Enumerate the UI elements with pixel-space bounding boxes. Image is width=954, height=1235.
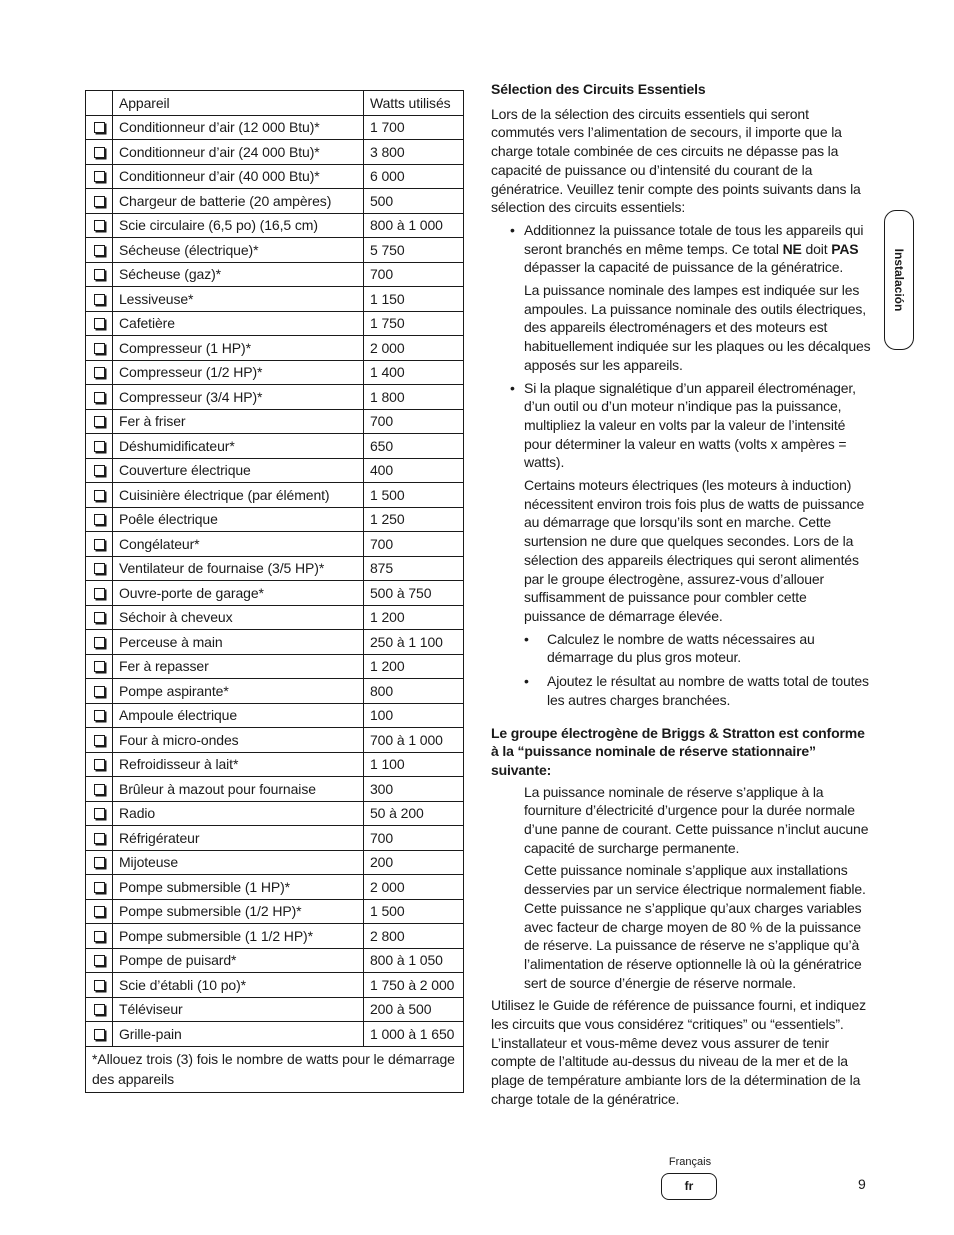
- checkbox-cell: [86, 899, 113, 924]
- appliance-cell: Sécheuse (électrique)*: [113, 238, 364, 263]
- table-row: [86, 924, 464, 949]
- bullet-dot-icon: •: [524, 673, 529, 690]
- checkbox-icon: [94, 1004, 105, 1015]
- watts-cell: 700: [364, 532, 464, 557]
- checkbox-cell: [86, 850, 113, 875]
- bullet2-text: Si la plaque signalétique d’un appareil électroménager, d’un outil ou d’un moteur n’indique pas la puissance, multipliez la valeur en volts par la valeur de l’intensité pour déterminer la valeur en watts (volts x ampères = watts).: [524, 379, 856, 471]
- checkbox-cell: [86, 630, 113, 655]
- watts-cell: 1 200: [364, 605, 464, 630]
- table-row: [86, 262, 464, 287]
- appliance-cell: Compresseur (1/2 HP)*: [113, 360, 364, 385]
- watts-cell: 1 700: [364, 115, 464, 140]
- table-row: [86, 679, 464, 704]
- watts-cell: 1 500: [364, 899, 464, 924]
- appliance-cell: Ouvre-porte de garage*: [113, 581, 364, 606]
- appliance-cell: Compresseur (1 HP)*: [113, 336, 364, 361]
- bullet1-text-after: dépasser la capacité de puissance de la génératrice.: [524, 259, 844, 276]
- section-heading: Sélection des Circuits Essentiels: [491, 81, 706, 97]
- watts-cell: 2 800: [364, 924, 464, 949]
- appliance-cell: Sécheuse (gaz)*: [113, 262, 364, 287]
- table-row: [86, 336, 464, 361]
- table-row: [86, 826, 464, 851]
- checkbox-icon: [94, 710, 105, 721]
- checkbox-icon: [94, 318, 105, 329]
- checkbox-icon: [94, 955, 105, 966]
- page-number: 9: [858, 1176, 866, 1192]
- checkbox-cell: [86, 262, 113, 287]
- watts-cell: 875: [364, 556, 464, 581]
- header-watts: Watts utilisés: [364, 91, 464, 116]
- checkbox-cell: [86, 997, 113, 1022]
- checkbox-icon: [94, 392, 105, 403]
- checkbox-icon: [94, 245, 105, 256]
- table-row: [86, 850, 464, 875]
- table-row: [86, 728, 464, 753]
- checkbox-cell: [86, 973, 113, 998]
- table-header-row: [86, 91, 464, 116]
- watts-cell: 650: [364, 434, 464, 459]
- checkbox-icon: [94, 931, 105, 942]
- appliance-cell: Pompe submersible (1 HP)*: [113, 875, 364, 900]
- checkbox-icon: [94, 882, 105, 893]
- checkbox-cell: [86, 924, 113, 949]
- appliance-cell: Téléviseur: [113, 997, 364, 1022]
- watts-cell: 700 à 1 000: [364, 728, 464, 753]
- watts-cell: 1 500: [364, 483, 464, 508]
- appliance-cell: Déshumidificateur*: [113, 434, 364, 459]
- checkbox-cell: [86, 409, 113, 434]
- table-row: [86, 630, 464, 655]
- table-row: [86, 213, 464, 238]
- checkbox-icon: [94, 833, 105, 844]
- checkbox-icon: [94, 441, 105, 452]
- checkbox-cell: [86, 556, 113, 581]
- watts-cell: 50 à 200: [364, 801, 464, 826]
- table-row: [86, 948, 464, 973]
- table-row: [86, 458, 464, 483]
- appliance-cell: Lessiveuse*: [113, 287, 364, 312]
- checkbox-cell: [86, 385, 113, 410]
- appliance-cell: Fer à friser: [113, 409, 364, 434]
- table-row: [86, 973, 464, 998]
- appliance-cell: Brûleur à mazout pour fournaise: [113, 777, 364, 802]
- section-side-tab: [884, 210, 914, 350]
- checkbox-cell: [86, 777, 113, 802]
- bullet-total-power: [491, 221, 871, 277]
- checkbox-icon: [94, 563, 105, 574]
- table-row: [86, 360, 464, 385]
- bullet-dot-icon: •: [510, 379, 515, 396]
- checkbox-cell: [86, 703, 113, 728]
- appliance-cell: Perceuse à main: [113, 630, 364, 655]
- bullet1-text-before: Additionnez la puissance totale de tous les appareils qui seront branchés en même temps. Ce total: [524, 221, 864, 257]
- watts-cell: 1 200: [364, 654, 464, 679]
- checkbox-icon: [94, 759, 105, 770]
- watts-cell: 2 000: [364, 336, 464, 361]
- watts-cell: 700: [364, 826, 464, 851]
- appliance-cell: Grille-pain: [113, 1022, 364, 1047]
- checkbox-cell: [86, 532, 113, 557]
- table-row: [86, 311, 464, 336]
- checkbox-cell: [86, 654, 113, 679]
- bullet-dot-icon: •: [524, 630, 529, 647]
- table-row: [86, 434, 464, 459]
- table-row: [86, 287, 464, 312]
- checkbox-icon: [94, 539, 105, 550]
- table-row: [86, 507, 464, 532]
- checkbox-cell: [86, 826, 113, 851]
- checkbox-icon: [94, 220, 105, 231]
- section-intro: Lors de la sélection des circuits essentiels qui seront commutés vers l’alimentation de secours, il importe que la charge totale combinée de ces circuits ne dépasse pas la capacité de puissance ou d’intensité du courant de la génératrice. Veuillez tenir compte des points suivants dans la sélection des circuits essentiels:: [491, 105, 861, 216]
- appliance-cell: Couverture électrique: [113, 458, 364, 483]
- watts-cell: 800: [364, 679, 464, 704]
- reserve-paragraph-2: Cette puissance nominale s’applique aux installations desservies par un service électrique normalement fiable. Cette puissance ne s’applique qu’aux charges variables avec facteur de charge moyen de 80 % de la puissance de réserve. La puissance de réserve ne s’applique qu’à l’alimentation de réserve optionnelle là où la génératrice sert de source d’énergie de réserve normale.: [524, 862, 866, 991]
- table-row: [86, 1022, 464, 1047]
- checkbox-icon: [94, 637, 105, 648]
- checkbox-cell: [86, 287, 113, 312]
- bullet1-pas: PAS: [831, 240, 859, 257]
- checkbox-icon: [94, 661, 105, 672]
- watts-cell: 250 à 1 100: [364, 630, 464, 655]
- checkbox-icon: [94, 269, 105, 280]
- table-row: [86, 140, 464, 165]
- checkbox-cell: [86, 311, 113, 336]
- checkbox-icon: [94, 514, 105, 525]
- bullet1-ne: NE: [782, 240, 802, 257]
- appliance-cell: Pompe aspirante*: [113, 679, 364, 704]
- checkbox-icon: [94, 857, 105, 868]
- sub-bullet-text: Ajoutez le résultat au nombre de watts total de toutes les autres charges branchées.: [547, 673, 869, 708]
- appliance-cell: Conditionneur d’air (12 000 Btu)*: [113, 115, 364, 140]
- appliance-cell: Scie circulaire (6,5 po) (16,5 cm): [113, 213, 364, 238]
- checkbox-cell: [86, 948, 113, 973]
- appliance-cell: Réfrigérateur: [113, 826, 364, 851]
- checkbox-cell: [86, 581, 113, 606]
- table-row: [86, 899, 464, 924]
- appliance-cell: Pompe submersible (1 1/2 HP)*: [113, 924, 364, 949]
- appliance-cell: Cafetière: [113, 311, 364, 336]
- watts-cell: 1 400: [364, 360, 464, 385]
- checkbox-icon: [94, 808, 105, 819]
- appliance-cell: Ampoule électrique: [113, 703, 364, 728]
- checkbox-icon: [94, 735, 105, 746]
- checkbox-icon: [94, 196, 105, 207]
- watts-cell: 700: [364, 409, 464, 434]
- checkbox-icon: [94, 343, 105, 354]
- checkbox-cell: [86, 752, 113, 777]
- checkbox-cell: [86, 115, 113, 140]
- checkbox-icon: [94, 367, 105, 378]
- watts-cell: 1 750: [364, 311, 464, 336]
- appliance-cell: Refroidisseur à lait*: [113, 752, 364, 777]
- appliance-cell: Mijoteuse: [113, 850, 364, 875]
- standby-rating-heading: Le groupe électrogène de Briggs & Stratton est conforme à la “puissance nominale de réserve stationnaire” suivante:: [491, 724, 865, 778]
- checkbox-cell: [86, 507, 113, 532]
- appliance-cell: Ventilateur de fournaise (3/5 HP)*: [113, 556, 364, 581]
- appliance-cell: Pompe submersible (1/2 HP)*: [113, 899, 364, 924]
- watts-cell: 6 000: [364, 164, 464, 189]
- table-row: [86, 997, 464, 1022]
- watts-cell: 2 000: [364, 875, 464, 900]
- appliance-cell: Scie d’établi (10 po)*: [113, 973, 364, 998]
- appliance-cell: Conditionneur d’air (24 000 Btu)*: [113, 140, 364, 165]
- checkbox-icon: [94, 171, 105, 182]
- checkbox-cell: [86, 458, 113, 483]
- table-row: [86, 752, 464, 777]
- watts-cell: 1 800: [364, 385, 464, 410]
- checkbox-icon: [94, 906, 105, 917]
- checkbox-cell: [86, 605, 113, 630]
- checkbox-cell: [86, 728, 113, 753]
- table-row: [86, 777, 464, 802]
- reserve-paragraph-1: La puissance nominale de réserve s’applique à la fourniture d’électricité d’urgence pour la durée normale d’une panne de courant. Cette puissance n’inclut aucune capacité de surcharge permanente.: [524, 783, 869, 856]
- watts-cell: 200: [364, 850, 464, 875]
- language-caption: Français: [668, 1156, 712, 1168]
- checkbox-icon: [94, 490, 105, 501]
- watts-cell: 1 750 à 2 000: [364, 973, 464, 998]
- checkbox-icon: [94, 686, 105, 697]
- table-row: [86, 605, 464, 630]
- table-row: [86, 581, 464, 606]
- appliance-cell: Séchoir à cheveux: [113, 605, 364, 630]
- checkbox-cell: [86, 801, 113, 826]
- watts-cell: 700: [364, 262, 464, 287]
- table-row: [86, 115, 464, 140]
- watts-cell: 1 100: [364, 752, 464, 777]
- checkbox-cell: [86, 434, 113, 459]
- watts-cell: 800 à 1 050: [364, 948, 464, 973]
- watts-cell: 100: [364, 703, 464, 728]
- checkbox-cell: [86, 1022, 113, 1047]
- header-checkbox-cell: [86, 91, 113, 116]
- checkbox-cell: [86, 140, 113, 165]
- appliance-cell: Fer à repasser: [113, 654, 364, 679]
- checkbox-cell: [86, 213, 113, 238]
- appliance-cell: Compresseur (3/4 HP)*: [113, 385, 364, 410]
- watts-cell: 5 750: [364, 238, 464, 263]
- watts-cell: 200 à 500: [364, 997, 464, 1022]
- table-row: [86, 703, 464, 728]
- checkbox-icon: [94, 612, 105, 623]
- bullet2-paragraph: Certains moteurs électriques (les moteurs à induction) nécessitent environ trois fois plus de watts de puissance au démarrage que lorsqu’ils sont en marche. Cette surtension ne dure que quelques secondes. Lors de la sélection des appareils électriques qui seront alimentés par le groupe électrogène, assurez-vous d’allouer suffisamment de puissance pour combler cette puissance de démarrage élevée.: [524, 477, 865, 624]
- closing-paragraph: Utilisez le Guide de référence de puissance fourni, et indiquez les circuits que vous considérez “critiques” ou “essentiels”. L’installateur et vous-même devez vous assurer de tenir compte de l’altitude au-dessus du niveau de la mer et de la plage de température ambiante lors de la détermination de la charge totale de la génératrice.: [491, 997, 866, 1107]
- checkbox-icon: [94, 416, 105, 427]
- checkbox-cell: [86, 189, 113, 214]
- watts-cell: 3 800: [364, 140, 464, 165]
- appliance-cell: Radio: [113, 801, 364, 826]
- checkbox-cell: [86, 483, 113, 508]
- watts-cell: 1 150: [364, 287, 464, 312]
- checkbox-icon: [94, 1029, 105, 1040]
- table-row: [86, 385, 464, 410]
- table-row: [86, 875, 464, 900]
- essential-circuits-section: [491, 80, 871, 1113]
- appliance-cell: Pompe de puisard*: [113, 948, 364, 973]
- header-appliance: Appareil: [113, 91, 364, 116]
- checkbox-cell: [86, 679, 113, 704]
- watts-cell: 500 à 750: [364, 581, 464, 606]
- table-row: [86, 801, 464, 826]
- watts-cell: 500: [364, 189, 464, 214]
- appliance-cell: Cuisinière électrique (par élément): [113, 483, 364, 508]
- bullet-dot-icon: •: [510, 221, 515, 238]
- table-row: [86, 654, 464, 679]
- appliance-cell: Conditionneur d’air (40 000 Btu)*: [113, 164, 364, 189]
- appliance-cell: Poêle électrique: [113, 507, 364, 532]
- table-row: [86, 164, 464, 189]
- bullet1-text-mid: doit: [801, 240, 832, 257]
- appliance-cell: Four à micro-ondes: [113, 728, 364, 753]
- checkbox-icon: [94, 465, 105, 476]
- checkbox-cell: [86, 875, 113, 900]
- watts-cell: 1 250: [364, 507, 464, 532]
- sub-bullet-add-result: [491, 672, 871, 709]
- table-row: [86, 556, 464, 581]
- checkbox-cell: [86, 164, 113, 189]
- watts-cell: 1 000 à 1 650: [364, 1022, 464, 1047]
- table-footnote-row: [86, 1046, 464, 1092]
- watts-cell: 300: [364, 777, 464, 802]
- table-row: [86, 409, 464, 434]
- checkbox-cell: [86, 336, 113, 361]
- table-row: [86, 238, 464, 263]
- table-footnote: *Allouez trois (3) fois le nombre de watts pour le démarrage des appareils: [86, 1046, 464, 1092]
- checkbox-icon: [94, 294, 105, 305]
- checkbox-icon: [94, 122, 105, 133]
- table-row: [86, 483, 464, 508]
- sub-bullet-largest-motor: [491, 630, 871, 667]
- bullet-nameplate: [491, 379, 871, 473]
- watts-cell: 400: [364, 458, 464, 483]
- checkbox-icon: [94, 147, 105, 158]
- side-tab-label: Instalación: [892, 248, 906, 312]
- appliance-watts-table: [85, 90, 464, 1093]
- checkbox-icon: [94, 980, 105, 991]
- bullet1-paragraph: La puissance nominale des lampes est indiquée sur les ampoules. La puissance nominale des outils électriques, des appareils électroménagers et des moteurs est habituellement indiquée sur les plaques ou les décalques apposés sur les appareils.: [524, 282, 871, 373]
- sub-bullet-text: Calculez le nombre de watts nécessaires au démarrage du plus gros moteur.: [547, 630, 815, 666]
- table-row: [86, 189, 464, 214]
- checkbox-icon: [94, 784, 105, 795]
- watts-cell: 800 à 1 000: [364, 213, 464, 238]
- table-row: [86, 532, 464, 557]
- appliance-cell: Congélateur*: [113, 532, 364, 557]
- appliance-cell: Chargeur de batterie (20 ampères): [113, 189, 364, 214]
- checkbox-cell: [86, 238, 113, 263]
- language-badge: fr: [661, 1173, 717, 1200]
- checkbox-cell: [86, 360, 113, 385]
- checkbox-icon: [94, 588, 105, 599]
